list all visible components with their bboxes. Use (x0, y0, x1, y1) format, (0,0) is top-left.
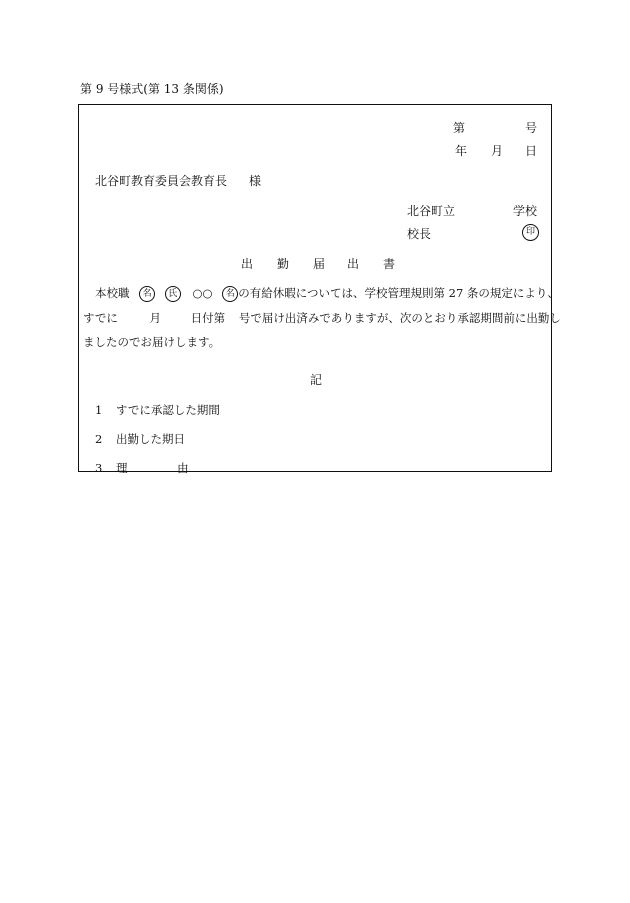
body-line-3: ましたのでお届けします。 (83, 335, 221, 349)
body-line2-a: すでに (83, 311, 118, 325)
title-char-5: 書 (383, 257, 396, 271)
item-2-label: 出勤した期日 (115, 432, 185, 446)
circled-name-char-2: 名 (222, 286, 238, 302)
date-month: 月 (491, 144, 504, 158)
list-item-1 (95, 402, 220, 418)
title-char-3: 届 (313, 257, 326, 271)
seal-mark: 印 (522, 224, 539, 241)
title-char-1: 出 (241, 257, 254, 271)
list-item-2 (95, 431, 185, 447)
date-day: 日 (525, 144, 538, 158)
body-line1-rest: の有給休暇については、学校管理規則第 27 条の規定により、 (238, 286, 559, 300)
circled-name-char: 名 (139, 286, 155, 302)
form-number-label: 第 9 号様式(第 13 条関係) (80, 82, 224, 96)
body-line2-c: 日付第 (190, 311, 226, 325)
item-3-label-a: 理 (115, 461, 128, 475)
body-line-2 (83, 310, 561, 326)
item-2-number: 2 (95, 432, 103, 446)
ki-heading: 記 (310, 373, 323, 387)
school-suffix: 学校 (513, 204, 538, 218)
body-line2-d: 号で届け出済みでありますが、次のとおり承認期間前に出勤し (238, 311, 561, 325)
name-placeholder: ○○ (192, 286, 213, 300)
doc-number-suffix: 号 (525, 121, 538, 135)
addressee-honorific: 様 (249, 174, 262, 188)
title-char-2: 勤 (277, 257, 290, 271)
item-1-label: すでに承認した期間 (115, 403, 220, 417)
principal-label: 校長 (407, 227, 432, 241)
body-line1-start: 本校職 (95, 286, 130, 300)
body-line2-b: 月 (149, 311, 162, 325)
addressee-name: 北谷町教育委員会教育長 (95, 174, 228, 188)
date-year: 年 (455, 144, 468, 158)
body-line-1 (95, 285, 559, 302)
circled-shi-char: 氏 (165, 286, 181, 302)
item-3-label-b: 由 (177, 461, 189, 475)
title-char-4: 出 (347, 257, 360, 271)
form-frame (78, 104, 561, 475)
school-prefix: 北谷町立 (407, 204, 456, 218)
item-3-number: 3 (95, 461, 103, 475)
doc-number-prefix: 第 (453, 121, 466, 135)
item-1-number: 1 (95, 403, 103, 417)
list-item-3 (95, 460, 189, 476)
